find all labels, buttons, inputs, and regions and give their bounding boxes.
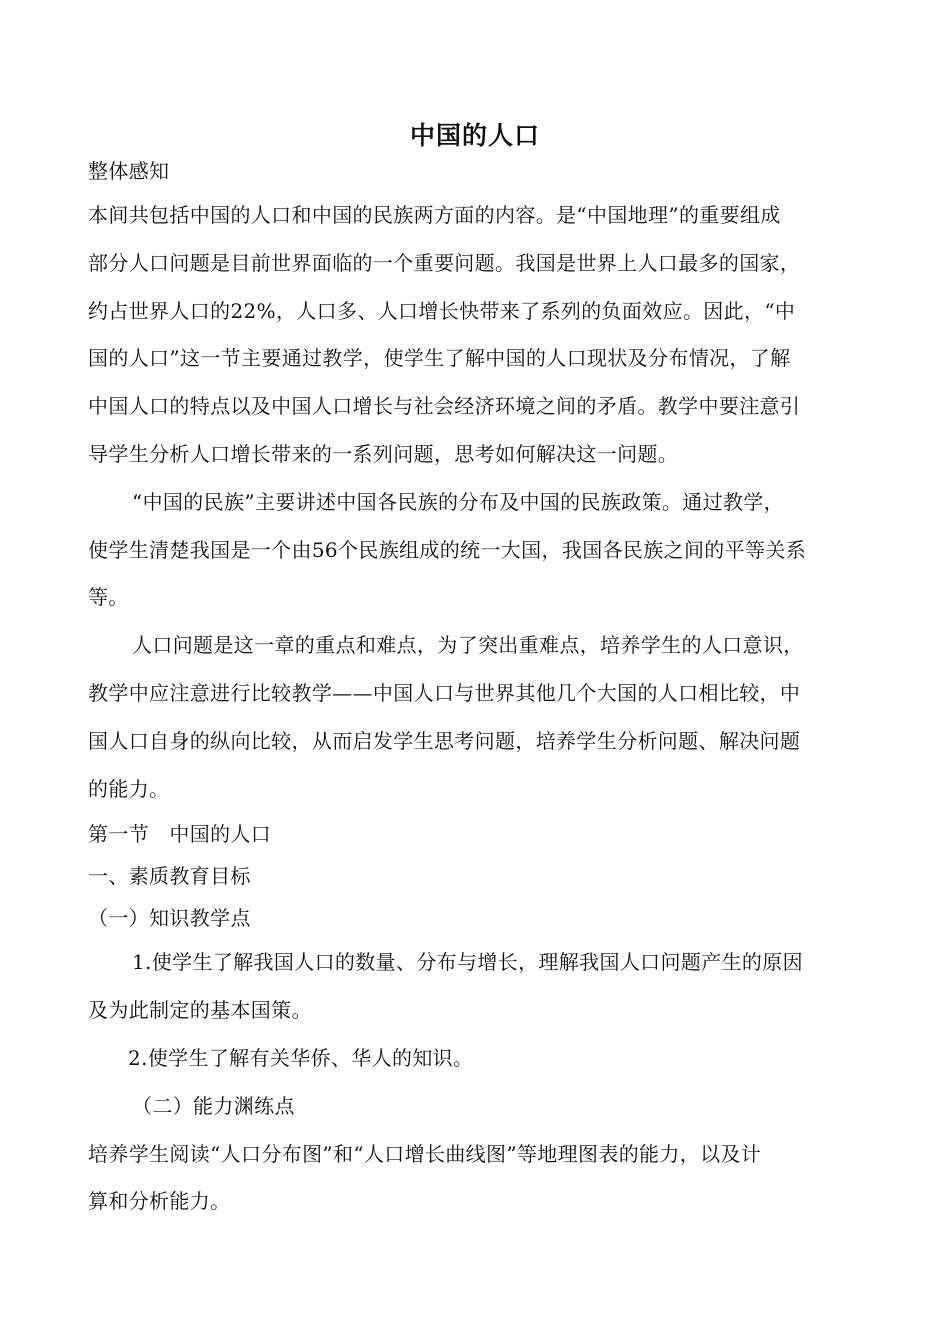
list-item-line: 2.使学生了解有关华侨、华人的知识。	[128, 1045, 474, 1070]
subsection-heading: （一）知识教学点	[88, 906, 251, 931]
paragraph-line: 本间共包括中国的人口和中国的民族两方面的内容。是“中国地理”的重要组成	[88, 203, 781, 227]
paragraph-line: 培养学生阅读“人口分布图”和“人口增长曲线图”等地理图表的能力，以及计	[88, 1141, 762, 1166]
paragraph-line: 国人口自身的纵向比较，从而启发学生思考问题，培养学生分析问题、解决问题	[88, 728, 801, 753]
section-heading: 第一节 中国的人口	[88, 822, 272, 847]
paragraph-line: 教学中应注意进行比较教学——中国人口与世界其他几个大国的人口相比较，中	[88, 680, 801, 705]
paragraph-line: “中国的民族”主要讲述中国各民族的分布及中国的民族政策。通过教学，	[132, 489, 784, 514]
paragraph-line: 的能力。	[88, 776, 170, 801]
paragraph-line: 国的人口”这一节主要通过教学，使学生了解中国的人口现状及分布情况，了解	[88, 346, 791, 371]
document-title: 中国的人口	[409, 121, 540, 150]
paragraph-line: 算和分析能力。	[88, 1189, 231, 1214]
list-item-line: 1.使学生了解我国人口的数量、分布与增长，理解我国人口问题产生的原因	[132, 950, 803, 975]
paragraph-line: 约占世界人口的22%，人口多、人口增长快带来了系列的负面效应。因此，“中	[88, 298, 796, 323]
paragraph-line: 人口问题是这一章的重点和难点，为了突出重难点，培养学生的人口意识，	[132, 633, 804, 658]
document-body	[88, 150, 862, 1226]
paragraph-line: 使学生清楚我国是一个由56个民族组成的统一大国，我国各民族之间的平等关系	[88, 537, 807, 562]
paragraph-line: 等。	[88, 585, 129, 610]
section-heading-overview: 整体感知	[88, 159, 170, 183]
list-item-line: 及为此制定的基本国策。	[88, 998, 312, 1023]
paragraph-line: 导学生分析人口增长带来的一系列问题，思考如何解决这一问题。	[88, 441, 679, 466]
paragraph-line: 中国人口的特点以及中国人口增长与社会经济环境之间的矛盾。教学中要注意引	[88, 394, 801, 419]
paragraph-line: 部分人口问题是目前世界面临的一个重要问题。我国是世界上人口最多的国家，	[88, 250, 801, 275]
subsection-heading: （二）能力渊练点	[132, 1093, 295, 1118]
section-heading: 一、素质教育目标	[88, 864, 251, 889]
